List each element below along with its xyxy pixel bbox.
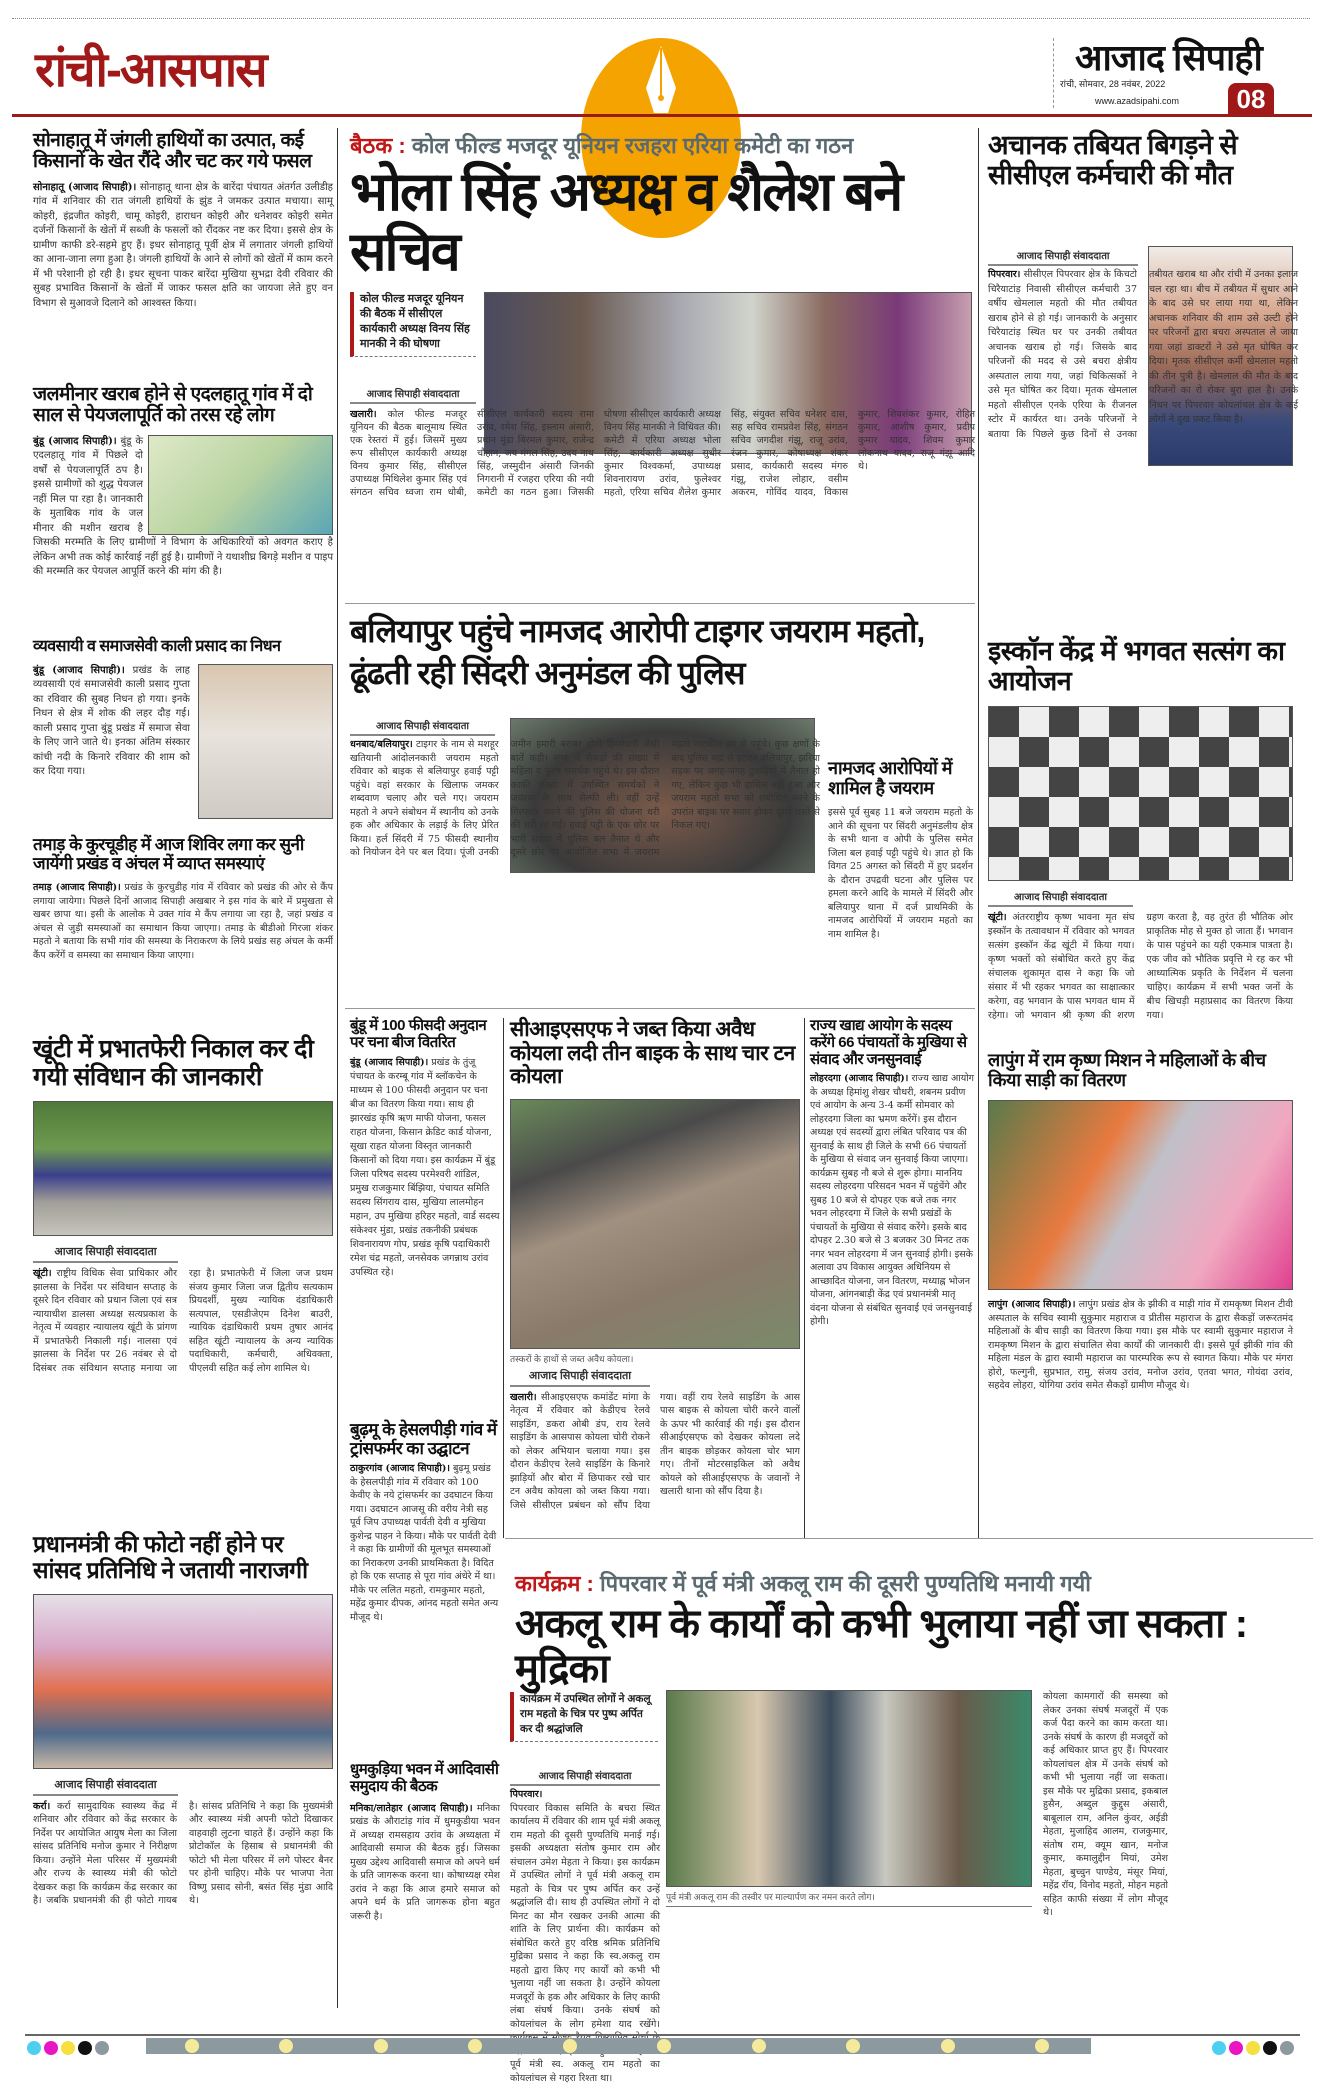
bhola-byline-wrap: [350, 386, 476, 408]
bar-dot-icon: [657, 2039, 671, 2053]
grey-registration-dot-icon: [1280, 2041, 1294, 2055]
cyan-registration-dot-icon: [1212, 2041, 1226, 2055]
article-khunti-prabhatferi: [33, 1035, 333, 1427]
article-budhmu: [350, 1420, 500, 1624]
kicker: बैठक :: [350, 133, 406, 158]
article-ccl-karmi: [988, 130, 1313, 200]
article-body: प्रखंड के तुंजू पंचायत के करम्बू गांव में ब्लॉकचेन के माध्यम से 100 फीसदी अनुदान पर चना बीज का वितरण किया गया। साथ ही झारखंड कृषि ऋण माफी योजना, फसल राहत योजना, किसान क्रेडिट कार्ड योजना, सूखा राहत योजना विस्तृत जानकारी किसानों को दिया गया। इस कार्यक्रम में बुंडू जिला परिषद सदस्य परमेश्वरी शांडिल, प्रमुख राजकुमार बिंझिया, पंचायत समिति सदस्य सिंगराय दास, मुखिया लालमोहन महान, उप मुखिया हरिहर महतो, वार्ड सदस्य संकेश्वर मुंडा, प्रखंड तकनीकी प्रबंधक शिवनारायण गोप, प्रखंड कृषि पदाधिकारी रमेश चंद्र महतो, जनसेवक जगन्नाथ उरांव उपस्थित रहे।: [350, 1056, 500, 1278]
article-kali-prasad: [33, 638, 333, 819]
byline: आजाद सिपाही संवाददाता: [350, 386, 476, 404]
column-rule: [503, 1018, 504, 1538]
registration-marks-right: [1212, 2040, 1297, 2059]
headline: प्रधानमंत्री की फोटो नहीं होने पर सांसद प्रतिनिधि ने जतायी नाराजगी: [33, 1531, 308, 1583]
bar-dot-icon: [279, 2039, 293, 2053]
dateline: खूंटी।: [33, 1268, 52, 1279]
article-lapung: [988, 1050, 1298, 1393]
yellow-registration-dot-icon: [1246, 2041, 1260, 2055]
article-body: सीसीएल पिपरवार क्षेत्र के किचटो चिरैयाटांड़ निवासी सीसीएल कर्मचारी 37 वर्षीय खेमलाल महतो की मौत तबीयत खराब होने से हो गई। जानकारी के अनुसार चिरैयाटांड़ स्थित घर पर उनकी तबीयत अचानक खराब हो गई। जिसके बाद परिजनों की मदद से उसे बचरा क्षेत्रीय अस्पताल लाया गया, जहां चिकित्सकों ने उसे मृत घोषित कर दिया। मृतक खेमलाल महतो सीसीएल एनके एरिया के रीजनल स्टोर में कार्यरत था। उनके परिजनों ने बताया कि पिछले कुछ दिनों से उनका तबीयत खराब था और रांची में उनका इलाज चल रहा था। बीच में तबीयत में सुधार आने के बाद उसे घर लाया गया था, लेकिन अचानक शनिवार की शाम उसे उल्टी होने पर परिजनों द्वारा बचरा अस्पताल ले जाया गया जहां डाक्टरों ने उसे मृत घोषित कर दिया। मृतक सीसीएल कर्मी खेमलाल महतो की तीन पुत्री है। खेमलाल की मौत के बाद परिजनों का रो रोकर बुरा हाल है। उनके निधन पर पिपरवार कोयलांचल क्षेत्र के कई लोगों ने दुख प्रकट किया है।: [988, 269, 1298, 440]
article-pradhanmantri: [33, 1532, 333, 1965]
bar-dot-icon: [374, 2039, 388, 2053]
paper-name: आजाद सिपाही: [1075, 37, 1262, 78]
bar-dot-icon: [846, 2039, 860, 2053]
dateline: बुंडू (आजाद सिपाही)।: [350, 1056, 429, 1068]
article-sonahatu: [33, 130, 333, 311]
aklu-body-2: कोयला कामगारों की समस्या को लेकर उनका संघर्ष मजदूरों में एक कर्ज पैदा करने का काम करता था। उनके संघर्ष के कारण ही मजदूरों को कई अधिकार प्राप्त हुए हैं। पिपरवार कोयलांचल क्षेत्र में उनके संघर्ष को कभी भी भुलाया नहीं जा सकता। इस मौके पर मुद्रिका प्रसाद, इकबाल हुसैन, अब्दुल कुद्दुस अंसारी, बाबूलाल राम, अनिल कुंवर, अईडी मेहता, मुजाहिद आलम, राजकुमार, संतोष राम, क्यूम खान, मनोज कुमार, कमालुद्दीन मियां, उमेश मेहता, बुच्चुन पाण्डेय, मंसूर मियां, महेंद्र रॉय, विनोद महतो, मोहन महतो सहित काफी संख्या में लोग मौजूद थे।: [1043, 1691, 1168, 1918]
headline: भोला सिंह अध्यक्ष व शैलेश बने सचिव: [350, 162, 902, 283]
black-registration-dot-icon: [78, 2041, 92, 2055]
dateline: लोहरदगा (आजाद सिपाही)।: [810, 1073, 909, 1085]
article-bhola-singh: [350, 130, 975, 283]
registration-marks-left: [27, 2040, 112, 2059]
baliyapur-byline-wrap: [350, 718, 495, 740]
dateline: बुंडू (आजाद सिपाही)।: [33, 435, 117, 447]
byline: आजाद सिपाही संवाददाता: [33, 1244, 178, 1263]
subhead: नामजद आरोपियों में शामिल है जयराम: [828, 758, 953, 799]
dateline: पिपरवार।: [510, 1789, 543, 1800]
byline: आजाद सिपाही संवाददाता: [510, 1768, 660, 1786]
section-title: रांची-आसपास: [35, 44, 266, 97]
article-dhumkuria: [350, 1762, 500, 1923]
byline: आजाद सिपाही संवाददाता: [988, 248, 1138, 266]
byline: आजाद सिपाही संवाददाता: [350, 718, 495, 736]
grey-registration-dot-icon: [95, 2041, 109, 2055]
bar-dot-icon: [752, 2039, 766, 2053]
bhola-body: [350, 408, 975, 598]
headline: बलियापुर पहुंचे नामजद आरोपी टाइगर जयराम महतो, ढूंढती रही सिंदरी अनुमंडल की पुलिस: [350, 613, 925, 691]
article-body: कोल फील्ड मजदूर यूनियन की बैठक बालूमाथ स्थित एक रेस्तरां में हुई। जिसमें मुख्य रूप सीसीएल कार्यकारी अध्यक्ष विनय कुमार सिंह, सीसीएल उपाध्यक्ष मिथिलेश कुमार सिंह एवं संगठन सचिव ध्वजा राम धोबी, सीसीएल कार्यकारी सदस्य रामा उरांव, रमेश सिंह, इस्लाम अंसारी, प्रधान मुंडा बिरमल कुमार, राजेन्द्र चौहान, जय मंगल सिंह, उदय नाथ सिंह, जस्मुदीन अंसारी जिनकी निगरानी में रजहरा एरिया की नयी कमेटी का गठन हुआ। जिसकी घोषणा सीसीएल कार्यकारी अध्यक्ष विनय सिंह मानकी ने विधिवत की। कमेटी में एरिया अध्यक्ष भोला सिंह, कार्यकारी अध्यक्ष सुधीर कुमार विश्वकर्मा, उपाध्यक्ष शिवनारायण उरांव, फुलेश्वर महतो, एरिया सचिव शैलेश कुमार सिंह, संयुक्त सचिव धनेशर दास, सह सचिव रामप्रवेश सिंह, संगठन सचिव जगदीश गंझू, राजू उरांव, रंजन कुमार, कोषाध्यक्ष शंकर प्रसाद, कार्यकारी सदस्य मंगरु गंझू, राजेश लोहार, वसीम अकरम, गोविंद यादव, विकास कुमार, शिवशंकर कुमार, रोहित कुमार, आशीष कुमार, प्रदीप कुमार यादव, शिवम कुमार लोकनाथ यादव, राजू गंझू आदि थे।: [350, 409, 975, 498]
photo-caption: तस्करों के हाथों से जब्त अवैध कोयला।: [510, 1353, 634, 1364]
headline: धुमकुड़िया भवन में आदिवासी समुदाय की बैठक: [350, 1761, 499, 1795]
byline: आजाद सिपाही संवाददाता: [988, 889, 1133, 907]
black-registration-dot-icon: [1263, 2041, 1277, 2055]
headline: तमाड़ के कुरचूडीह में आज शिविर लगा कर सुनी जायेंगी प्रखंड व अंचल में व्याप्त समस्याएं: [33, 835, 304, 874]
dateline: खलारी।: [510, 1391, 537, 1403]
byline: आजाद सिपाही संवाददाता: [33, 1777, 178, 1796]
headline: खूंटी में प्रभातफेरी निकाल कर दी गयी संविधान की जानकारी: [33, 1035, 314, 1091]
article-bundu-chana: [350, 1018, 500, 1280]
dateline: मनिका/लातेहार (आजाद सिपाही)।: [350, 1802, 473, 1814]
dateline: बुंडू (आजाद सिपाही)।: [33, 664, 125, 676]
article-tamar: [33, 835, 333, 962]
cyan-registration-dot-icon: [27, 2041, 41, 2055]
kali-prasad-portrait: [198, 664, 333, 819]
headline: अचानक तबियत बिगड़ने से सीसीएल कर्मचारी की मौत: [988, 130, 1238, 191]
dateline: खूंटी।: [988, 912, 1007, 924]
saree-distribution-photo: [988, 1100, 1293, 1290]
website-link[interactable]: www.azadsipahi.com: [1095, 96, 1180, 106]
article-body: प्रखंड के कुरचुडीह गांव में रविवार को प्रखंड की ओर से कैंप लगाया जायेगा। पिछले दिनों आजाद सिपाही अखबार ने इस गांव के बारे में प्रमुखता से खबर छापा था। इसी के आलोक मे उक्त गांव मे कैंप लगाया जा रहा है, जहां प्रखंड व अंचल से जुड़ी समस्याओं का समाधान किया जाएगा। तमाड़ के बीडीओ गिरजा शंकर महतो ने बताया कि सभी गांव की समस्या के निराकरण के लिये प्रखंड सह अंचल के कर्मी कैंप करेंगें व समस्या का समाधान किया जाएगा।: [33, 882, 333, 961]
article-body: राष्ट्रीय विधिक सेवा प्राधिकार और झालसा के निर्देश पर संविधान सप्ताह के दूसरे दिन रविवार को प्रधान जिला एवं सत्र न्यायाधीश डालसा अध्यक्ष सत्यप्रकाश के नेतृत्व में व्यवहार न्यायालय खूंटी के प्रांगण में प्रभातफेरी निकाली गई। नालसा एवं झालसा के निर्देश पर 26 नवंबर से दो दिसंबर तक संविधान सप्ताह मनाया जा रहा है। प्रभातफेरी में जिला जज प्रथम संजय कुमार जिला जज द्वितीय सत्यकाम प्रियदर्शी, मुख्य न्यायिक दंडाधिकारी सत्यपाल, एसडीजेएम दिनेश बाउरी, न्यायिक दंडाधिकारी प्रथम तुषार आनंद सहित खूंटी न्यायालय के अन्य न्यायिक पदाधिकारी, कर्मचारी, अधिवक्ता, पीएलवी सहित कई लोग शामिल थे।: [33, 1268, 333, 1374]
article-body: अंतरराष्ट्रीय कृष्ण भावना मृत संघ इस्कॉन के तत्वावधान में रविवार को भगवत सत्संग इस्कॉन केंद्र खूंटी में किया गया। कृष्ण भक्तों को संबोधित करते हुए केंद्र संचालक शुकामृत दास ने कहा कि जो संसार में भी रहकर भगवत का साक्षात्कार करेगा, वह भगवान के पास भगवत धाम में रहेगा। जो भगवान श्री कृष्ण की शरण ग्रहण करता है, वह तुरंत ही भौतिक ओर प्राकृतिक मोह से मुक्त हो जाता हैं। भगवान के पास पहुंचने का यही एकमात्र पात्रता है। एक जीव को भौतिक प्रवृत्ति मे रह कर भी आध्यात्मिक प्रकृति के निर्देशन में चलना चाहिए। कार्यक्रम में सभी भक्त जनों के बीच खिचड़ी महाप्रसाद का वितरण किया गया।: [988, 912, 1293, 1022]
headline: सोनाहातू में जंगली हाथियों का उत्पात, कई किसानों के खेत रौंदे और चट कर गये फसल: [33, 130, 312, 173]
dateline: पिपरवार।: [988, 269, 1021, 280]
water-glass-photo: [148, 435, 333, 535]
section-rule: [505, 1538, 1313, 1539]
article-cisf: [510, 1018, 800, 1561]
dateline: कर्रा।: [33, 1800, 51, 1812]
headline: अकलू राम के कार्यों को कभी भुलाया नहीं जा सकता : मुद्रिका: [515, 1602, 1248, 1691]
page-number: 08: [1228, 83, 1274, 115]
headline: बुढ़मू के हेसलपीड़ी गांव में ट्रांसफर्मर का उद्घाटन: [350, 1420, 497, 1459]
article-body-2: इससे पूर्व सुबह 11 बजे जयराम महतो के आने की सूचना पर सिंदरी अनुमंडलीय क्षेत्र के सभी थाना व ओपी के पुलिस समेत जिला बल हवाई पट्टी पहुंचे थे। ज्ञात हो कि विगत 25 अगस्त को सिंदरी में हुए प्रदर्शन के दौरान उपद्रवी घटना और पुलिस पर हमला करने आदि के मामले में सिंदरी और बलियापुर थाना में दर्ज प्राथमिकी के नामजद आरोपियों में जयराम महतो का नाम शामिल है।: [828, 807, 973, 940]
dateline: सोनाहातू (आजाद सिपाही)।: [33, 181, 137, 193]
aklu-byline-wrap: [510, 1768, 660, 1790]
subhead: कोल फील्ड मजदूर यूनियन रजहरा एरिया कमेटी का गठन: [411, 133, 854, 158]
bar-dot-icon: [563, 2039, 577, 2053]
registration-bar: [146, 2038, 1091, 2054]
article-body: राज्य खाद्य आयोग के अध्यक्ष हिमांशु शेखर चौधरी, शबनम प्रवीण एवं आयोग के अन्य 3-4 कर्मी सोमवार को लोहरदगा जिला का भ्रमण करेंगें। इस दौरान अध्यक्ष एवं सदस्यों द्वारा लंबित परिवाद पत्र की सुनवाई के साथ ही जिले के सभी 66 पंचायतों के मुखिया से संवाद जन सुनवाई किया जाएगा। कार्यक्रम सुबह नौ बजे से शुरू होगा। माननिय सदस्य लोहरदगा परिसदन भवन में पहुंचेंगे और सुबह 10 बजे से दोपहर एक बजे तक नगर भवन लोहरदगा में जिले के सभी प्रखंडों के पंचायतों के मुखिया से संवाद करेंगे। इसके बाद दोपहर 2.30 बजे से 3 बजकर 30 मिनट तक नगर भवन लोहरदगा में जन सुनवाई होगी। इसके अलावा उप विकास आयुक्त अधिनियम से आच्छादित योजना, जन वितरण, मध्याह्न भोजन योजना, आंगनबाड़ी केंद्र एवं प्रधानमंत्री मातृ वंदना योजना से संबंधित सुनवाई एवं जनसुनवाई होगी।: [810, 1073, 975, 1328]
dateline: खलारी।: [350, 409, 377, 420]
article-body: कर्रा सामुदायिक स्वास्थ्य केंद्र में शनिवार और रविवार को केंद्र सरकार के निर्देश पर आयोजित आयुष मेला का जिला सांसद प्रतिनिधि मनोज कुमार ने निरीक्षण किया। उन्होंने मेला परिसर में मुख्यमंत्री और राज्य के स्वास्थ्य मंत्री की फोटो देखकर कहा कि कार्यक्रम केंद्र सरकार का है। जबकि प्रधानमंत्री की ही फोटो गायब है। सांसद प्रतिनिधि ने कहा कि मुख्यमंत्री और स्वास्थ्य मंत्री अपनी फोटो दिखाकर वाहवाही लुटना चाहते हैं। उन्होंने कहा कि प्रोटोकॉल के हिसाब से प्रधानमंत्री की फोटो भी मेला परिसर में लगे पोस्टर बैनर पर होनी चाहिए। मौके पर भाजपा नेता विष्णु प्रसाद सोनी, बसंत सिंह मुंडा आदि थे।: [33, 1800, 333, 1906]
article-body: बुंडू के एदलहातू गांव में पिछले दो वर्षों से पेयजलापूर्ति ठप है। इससे ग्रामीणों को शुद्ध पेयजल नहीं मिल पा रहा है। जानकारी के मुताबिक गांव के जल मीनार की मशीन खराब है जिसकी मरम्मति के लिए ग्रामीणों ने विभाग के अधिकारियों को अवगत कराए है लेकिन अभी तक कोई कार्रवाई नहीं हुई है। ग्रामीणों ने यथाशीघ्र बिगड़े मशीन व पाइप की मरम्मति कर पेयजल आपूर्ति करने की मांग की है।: [33, 435, 333, 578]
kicker-line: [350, 130, 975, 160]
article-aklu-ram: [515, 1568, 1315, 1692]
ccl-byline-wrap: [988, 248, 1138, 270]
headline: व्यवसायी व समाजसेवी काली प्रसाद का निधन: [33, 638, 281, 655]
article-khadya-aayog: [810, 1018, 975, 1329]
headline: राज्य खाद्य आयोग के सदस्य करेंगे 66 पंचायतों के मुखिया से संवाद और जनसुनवाई: [810, 1017, 967, 1068]
baliyapur-side: [828, 738, 973, 941]
bar-dot-icon: [468, 2039, 482, 2053]
article-body: सीआइएसएफ कमांडेंट मांगा के नेतृत्व में रविवार को केडीएच रेलवे साइडिंग, डकरा ओबी डंप, राय रेलवे साइडिंग के आसपास कोयला चोरी रोकने को लेकर अभियान चलाया गया। इस दौरान केडीएच रेलवे साइडिंग के किनारे झाड़ियों और बोरा में छिपाकर रखे चार टन अवैध कोयला को जब्त किया गया। जिसे सीसीएल प्रबंधन को सौंप दिया गया। वहीं राय रेलवे साइडिंग के आस पास बाइक से कोयला चोरी करने वालों के ऊपर भी कार्रवाई की गई। इस दौरान सीआईएसएफ को देखकर कोयला लदे तीन बाइक छोड़कर कोयला चोर भाग गए। तीनों मोटरसाइकिल को अवैध कोयले को सीआईएसएफ के जवानों ने खलारी थाना को सौंप दिया है।: [510, 1391, 800, 1511]
headline: बुंडू में 100 फीसदी अनुदान पर चना बीज वितरित: [350, 1017, 487, 1051]
magenta-registration-dot-icon: [44, 2041, 58, 2055]
aklu-body: [510, 1788, 660, 2084]
ayush-mela-photo: [33, 1594, 333, 1769]
section-rule: [345, 603, 975, 604]
bar-dot-icon: [1035, 2039, 1049, 2053]
footer-rule: [25, 2034, 1300, 2036]
article-body: पिपरवार विकास समिति के बचरा स्थित कार्यालय में रविवार की शाम पूर्व मंत्री अकलू राम महतो की दूसरी पुण्यतिथि मनाई गई। इसकी अध्यक्षता संतोष कुमार राम और संचालन उमेश मेहता ने किया। इस कार्यक्रम में उपस्थित लोगों ने पूर्व मंत्री अकलू राम महतो के चित्र पर पुष्प अर्पित कर उन्हें श्रद्धांजलि दी। साथ ही उपस्थित लोगों ने दो मिनट का मौन रखकर उनकी आत्मा की शांति के लिए प्रार्थना की। कार्यक्रम को संबोधित करते हुए वरिष्ठ श्रमिक प्रतिनिधि मुद्रिका प्रसाद ने कहा कि स्व.अकलु राम महतो द्वारा किए गए कार्यों को कभी भी भुलाया नहीं जा सकता है। उन्होंने कोयला मजदूरों के हक और अधिकार के लिए काफी लंबा संघर्ष किया। उनके संघर्ष को कोयलांचल के लोग हमेशा याद रखेंगे। पूर्व मंत्री स्व. अकलू राम महतो का कोयलांचल से गहरा रिश्ता था।: [510, 1802, 660, 2084]
bar-dot-icon: [185, 2039, 199, 2053]
bar-dot-icon: [941, 2039, 955, 2053]
headline: इस्कॉन केंद्र में भगवत सत्संग का आयोजन: [988, 636, 1285, 697]
top-dotted-rule: [12, 18, 1310, 19]
article-body: प्रखंड के लाह व्यवसायी एवं समाजसेवी काली प्रसाद गुप्ता का रविवार की सुबह निधन हो गया। इनके निधन से क्षेत्र में शोक की लहर दौड़ गई। काली प्रसाद गुप्ता बुंडू प्रखंड में समाज सेवा के लिए जाने जाते थे। इनका अंतिम संस्कार कांची नदी के किनारे रविवार की शाम को कर दिया गया।: [33, 664, 190, 778]
article-body: लापुंग प्रखंड क्षेत्र के झीकी व माड़ी गांव में रामकृष्ण मिशन टीवी अस्पताल के सचिव स्वामी सुकुमार महाराज व प्रीतीस महाराज के द्वारा सैकड़ों जरूरतमंद महिलाओं के बीच साड़ी का वितरण किया गया। इस मौके पर स्वामी सुकुमार महाराज ने रामकृष्ण मिशन के द्वारा संचालित सेवा कार्यों की जानकारी दी। इससे पूर्व झीकी गांव की महिला मंडल के द्वारा स्वामी महाराज का पारम्परिक रूप से स्वागत किया। मौके पर मंगरा होरो, फल्गुनी, सुप्रभात, रामु, संजय उरांव, मनोज उरांव, एतवा भगत, गोयंदा उरांव, सहदेव लोहरा, योगिया उरांव समेत सैकड़ों ग्रामीण मौजूद थे।: [988, 1299, 1293, 1392]
article-body: मनिका प्रखंड के औराटांड़ गांव में धुमकुडीया भवन में अध्यक्ष रामसहाय उरांव के अध्यक्षता में आदिवासी समाज की बैठक हुई। जिसका मुख्य उद्देश्य आदिवासी समाज को अपने धर्म के प्रति जागरूक करना था। कोषाध्यक्ष रमेश उरांव ने कहा कि आज हमारे समाज को अपने धर्म के प्रति जागरूक होना बहुत जरूरी है।: [350, 1802, 500, 1922]
pullquote: कोल फील्ड मजदूर यूनियन की बैठक में सीसीएल कार्यकारी अध्यक्ष विनय सिंह मानकी ने की घोषणा: [350, 292, 476, 357]
baliyapur-body: [350, 738, 820, 1003]
seized-coal-photo: [510, 1099, 800, 1349]
magenta-registration-dot-icon: [1229, 2041, 1243, 2055]
yellow-registration-dot-icon: [61, 2041, 75, 2055]
prabhatferi-photo: [33, 1101, 333, 1236]
dateline: धनबाद/बलियापुर।: [350, 739, 413, 750]
issue-date: रांची, सोमवार, 28 नवंबर, 2022: [1060, 79, 1166, 89]
aklu-tribute-photo: [666, 1690, 1032, 1887]
article-body: टाइगर के नाम से मशहूर खतियानी आंदोलनकारी जयराम महतो रविवार को बाइक से बलियापुर हवाई पट्टी पहुंचे। वहां सरकार के खिलाफ जमकर शब्दवाण चलाए और चले गए। जयराम महतो ने अपने संबोधन में स्थानीय को उनके हक और अधिकार के लड़ाई के लिए प्रेरित किया। हर्ल सिंदरी में 75 फीसदी स्थानीय को नियोजन देने पर बल दिया। पूंजी उनकी जमीन हमारी बराबर होगी हिस्सेदारी जैसी बातें कही। सभा में सैकड़ों की संख्या में महिला व पुरुष समर्थक पहुंचे थे। इस दौरान काफी संख्या में उपस्थित समर्थकों ने जयराम के साथ सेल्फी ली। वहीं उन्हें गिरफ्तार करने की पुलिस की योजना धरी की धरी रह गई। हवाई पट्टी के एक छोर पर भारी संख्या में पुलिस बल तैनात थे और दूसरे छोर पर आयोजित सभा में जयराम महतो नाटकीय ढंग से पहुंचे। कुछ क्षणों के बाद पुलिस वहां से हटकर बलियापुर, झरिया सड़क पर जगह-जगह टुकड़ियों में तैनात हो गए, लेकिन कुछ भी हासिल नहीं हुआ और जयराम महतो सभा को संबोधित करने के उपरांत बाइक पर सवार होकर दूसरे रास्ते से निकल गए।: [350, 739, 820, 858]
article-body: बुढ़मू प्रखंड के हेसलपीड़ी गांव में रविवार को 100 केवीए के नये ट्रांसफर्मर का उदघाटन किया गया। उदघाटन आजसू की वरीय नेत्री सह पूर्व जिप उपाध्यक्ष पार्वती देवी व मुखिया कुशेन्द्र पाहन ने किया। मौके पर पार्वती देवी ने कहा कि ग्रामीणों की मूलभूत समस्याओं का निराकरण उनकी प्राथमिकता है। विदित हो कि एक सप्ताह से पूरा गांव अंधेरे में था। मौके पर ललित महतो, रामकुमार महतो, महेंद्र कुमार दीपक, आंनद महतो समेत अन्य मौजूद थे।: [350, 1463, 499, 1623]
headline: लापुंग में राम कृष्ण मिशन ने महिलाओं के बीच किया साड़ी का वितरण: [988, 1050, 1266, 1091]
headline: सीआइएसएफ ने जब्त किया अवैध कोयला लदी तीन बाइक के साथ चार टन कोयला: [510, 1018, 795, 1089]
article-jalminar: [33, 384, 333, 580]
section-rule: [345, 1008, 975, 1009]
kicker: कार्यक्रम :: [515, 1571, 594, 1596]
dateline: तमाड़ (आजाद सिपाही)।: [33, 882, 121, 894]
column-rule: [804, 1018, 805, 1538]
iskcon-satsang-photo: [988, 706, 1293, 881]
article-iskcon: [988, 636, 1313, 1051]
byline: आजाद सिपाही संवाददाता: [510, 1368, 650, 1387]
kicker-line: [515, 1568, 1315, 1598]
column-rule: [978, 128, 979, 1538]
subhead: पिपरवार में पूर्व मंत्री अकलू राम की दूसरी पुण्यतिथि मनायी गयी: [599, 1571, 1091, 1596]
dateline: ठाकुरगांव (आजाद सिपाही)।: [350, 1463, 450, 1475]
article-baliyapur: [350, 610, 975, 694]
masthead-rule: [12, 114, 1312, 117]
ccl-body: [988, 268, 1298, 610]
dateline: लापुंग (आजाद सिपाही)।: [988, 1299, 1076, 1311]
headline: जलमीनार खराब होने से एदलहातू गांव में दो साल से पेयजलापूर्ति को तरस रहे लोग: [33, 384, 313, 427]
masthead-divider: [1053, 38, 1054, 108]
article-body: सोनाहातू थाना क्षेत्र के बारेंदा पंचायत अंतर्गत उलीडीह गांव में शनिवार की रात जंगली हाथियों के झुंड ने जमकर उत्पात मचाया। सामू कोइरी, इंद्रजीत कोइरी, चामू कोइरी, हाराधन कोइरी और धनेशवर कोइरी समेत दर्जनों किसानों के खेतों में सब्जी के फसलों को रौंदकर नष्ट कर दिया। इससे क्षेत्र के ग्रामीण काफी डरे-सहमे हुए हैं। इधर सोनाहातू पूर्वी क्षेत्र में लगातार जंगली हाथियों का आना-जाना लगा हुआ है। जंगली हाथियों के आने से लोगों को खेतों में काम करने में भी परेशानी हो रही है। इधर सूचना पाकर बारेंदा मुखिया सुभद्रा देवी रविवार की सुबह प्रभावित किसानों के खेतों में जाकर फसल क्षति का जायजा लेते हुए वन विभाग से मुआवजे दिलाने को आश्वस्त किया।: [33, 181, 333, 309]
pen-nib-logo-icon: [576, 38, 746, 113]
aklu-pullquote: कार्यक्रम में उपस्थित लोगों ने अकलू राम महतो के चित्र पर पुष्प अर्पित कर दी श्रद्धांजलि: [510, 1692, 658, 1742]
column-rule: [337, 128, 338, 2008]
photo-caption: पूर्व मंत्री अकलू राम की तस्वीर पर माल्यार्पण कर नमन करते लोग।: [666, 1890, 1032, 1907]
